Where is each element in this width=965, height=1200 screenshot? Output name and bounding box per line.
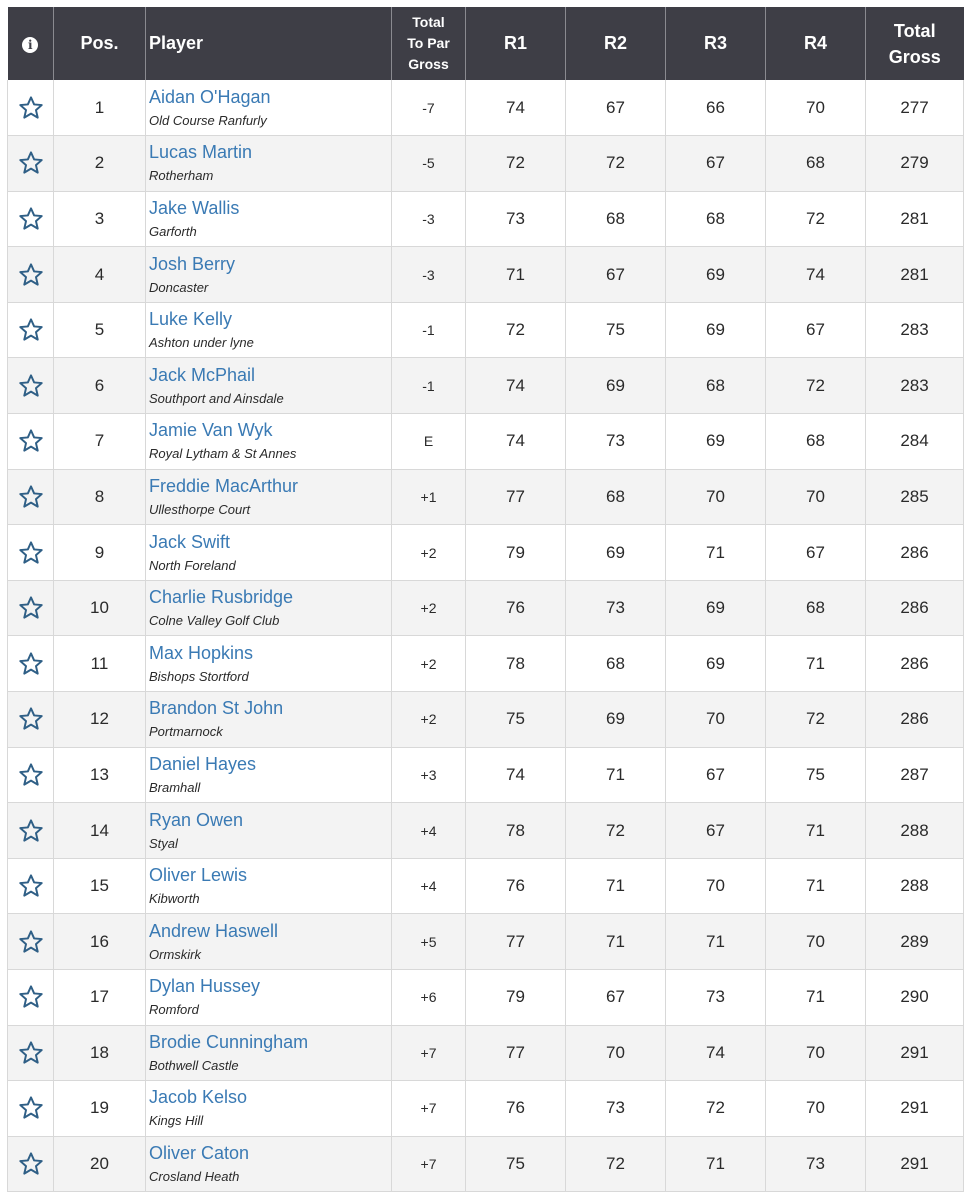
- star-icon[interactable]: [8, 873, 53, 899]
- table-row: [8, 247, 964, 303]
- favorite-cell: [8, 580, 54, 636]
- table-row: [8, 525, 964, 581]
- player-club: Bothwell Castle: [149, 1057, 239, 1073]
- player-name-link[interactable]: Oliver Lewis: [149, 865, 248, 886]
- player-name-link[interactable]: Freddie MacArthur: [149, 475, 299, 496]
- r3-cell: 69: [666, 636, 766, 692]
- to-par-header-line1: Total: [412, 14, 445, 30]
- r2-cell: 68: [566, 636, 666, 692]
- player-club: Old Course Ranfurly: [149, 112, 267, 128]
- table-row: [8, 80, 964, 136]
- r2-cell: 70: [566, 1025, 666, 1081]
- r2-cell: 67: [566, 80, 666, 136]
- pos-cell: 16: [54, 914, 146, 970]
- total-gross-cell: 289: [866, 914, 964, 970]
- table-row: [8, 302, 964, 358]
- star-icon[interactable]: [8, 1040, 53, 1066]
- player-cell: [146, 80, 392, 136]
- r2-cell: 73: [566, 1081, 666, 1137]
- pos-cell: 7: [54, 414, 146, 470]
- player-name-link[interactable]: Daniel Hayes: [149, 753, 257, 774]
- pos-cell: 5: [54, 302, 146, 358]
- favorite-cell: [8, 858, 54, 914]
- to-par-cell: +4: [392, 803, 466, 859]
- to-par-cell: +2: [392, 692, 466, 748]
- star-icon[interactable]: [8, 1151, 53, 1177]
- r1-header[interactable]: R1: [466, 7, 566, 80]
- info-icon[interactable]: i: [22, 37, 38, 53]
- r1-cell: 74: [466, 414, 566, 470]
- r2-cell: 73: [566, 580, 666, 636]
- player-name-link[interactable]: Dylan Hussey: [149, 976, 261, 997]
- player-name-link[interactable]: Oliver Caton: [149, 1143, 250, 1164]
- r1-cell: 72: [466, 302, 566, 358]
- favorite-cell: [8, 358, 54, 414]
- info-header[interactable]: [8, 7, 54, 80]
- pos-cell: 2: [54, 136, 146, 192]
- to-par-header-line2: To Par: [407, 35, 450, 51]
- player-name-link[interactable]: Ryan Owen: [149, 809, 244, 830]
- r4-cell: 71: [766, 970, 866, 1026]
- total-gross-cell: 287: [866, 747, 964, 803]
- total-gross-cell: 286: [866, 525, 964, 581]
- r3-cell: 68: [666, 358, 766, 414]
- r2-cell: 71: [566, 858, 666, 914]
- total-gross-cell: 284: [866, 414, 964, 470]
- pos-cell: 11: [54, 636, 146, 692]
- favorite-cell: [8, 914, 54, 970]
- total-gross-header[interactable]: [866, 7, 964, 80]
- r4-cell: 71: [766, 803, 866, 859]
- table-row: [8, 1025, 964, 1081]
- pos-cell: 20: [54, 1136, 146, 1192]
- r3-cell: 70: [666, 469, 766, 525]
- r1-cell: 77: [466, 1025, 566, 1081]
- player-name-link[interactable]: Brodie Cunningham: [149, 1031, 309, 1052]
- player-name-link[interactable]: Jack McPhail: [149, 364, 256, 385]
- table-row: [8, 191, 964, 247]
- r4-cell: 73: [766, 1136, 866, 1192]
- favorite-cell: [8, 1025, 54, 1081]
- pos-cell: 3: [54, 191, 146, 247]
- r3-cell: 68: [666, 191, 766, 247]
- player-cell: [146, 970, 392, 1026]
- pos-cell: 13: [54, 747, 146, 803]
- pos-cell: 1: [54, 80, 146, 136]
- favorite-cell: [8, 636, 54, 692]
- player-club: Garforth: [149, 223, 197, 239]
- r1-cell: 74: [466, 747, 566, 803]
- to-par-cell: -1: [392, 358, 466, 414]
- total-gross-cell: 285: [866, 469, 964, 525]
- player-club: North Foreland: [149, 557, 236, 573]
- pos-cell: 12: [54, 692, 146, 748]
- to-par-header[interactable]: [392, 7, 466, 80]
- player-name-link[interactable]: Luke Kelly: [149, 309, 233, 330]
- leaderboard-table: [7, 7, 964, 1192]
- favorite-cell: [8, 302, 54, 358]
- r4-cell: 74: [766, 247, 866, 303]
- to-par-cell: +5: [392, 914, 466, 970]
- r4-cell: 68: [766, 414, 866, 470]
- player-cell: [146, 1025, 392, 1081]
- total-gross-cell: 291: [866, 1025, 964, 1081]
- r4-cell: 70: [766, 469, 866, 525]
- table-row: [8, 136, 964, 192]
- player-club: Doncaster: [149, 279, 209, 295]
- table-row: [8, 580, 964, 636]
- table-row: [8, 636, 964, 692]
- table-row: [8, 1136, 964, 1192]
- player-club: Royal Lytham & St Annes: [149, 446, 297, 462]
- to-par-cell: -3: [392, 191, 466, 247]
- player-cell: [146, 1081, 392, 1137]
- player-club: Rotherham: [149, 168, 214, 184]
- star-icon[interactable]: [8, 595, 53, 621]
- r2-header[interactable]: R2: [566, 7, 666, 80]
- to-par-cell: -1: [392, 302, 466, 358]
- player-name-link[interactable]: Andrew Haswell: [149, 920, 279, 941]
- r4-cell: 70: [766, 914, 866, 970]
- r1-cell: 74: [466, 80, 566, 136]
- player-club: Bishops Stortford: [149, 668, 249, 684]
- r4-cell: 71: [766, 858, 866, 914]
- player-club: Portmarnock: [149, 724, 223, 740]
- player-cell: [146, 747, 392, 803]
- r3-cell: 71: [666, 525, 766, 581]
- r2-cell: 71: [566, 747, 666, 803]
- pos-cell: 18: [54, 1025, 146, 1081]
- star-icon[interactable]: [8, 929, 53, 955]
- player-club: Colne Valley Golf Club: [149, 613, 280, 629]
- star-icon[interactable]: [8, 984, 53, 1010]
- star-icon[interactable]: [8, 1095, 53, 1121]
- r1-cell: 79: [466, 970, 566, 1026]
- table-row: [8, 803, 964, 859]
- player-cell: [146, 302, 392, 358]
- player-name-link[interactable]: Jamie Van Wyk: [149, 420, 273, 441]
- pos-cell: 9: [54, 525, 146, 581]
- table-row: [8, 970, 964, 1026]
- pos-cell: 4: [54, 247, 146, 303]
- r2-cell: 68: [566, 191, 666, 247]
- total-gross-cell: 291: [866, 1136, 964, 1192]
- player-club: Crosland Heath: [149, 1169, 240, 1185]
- table-row: [8, 414, 964, 470]
- table-row: [8, 747, 964, 803]
- total-gross-cell: 283: [866, 358, 964, 414]
- table-row: [8, 858, 964, 914]
- to-par-cell: +2: [392, 525, 466, 581]
- r4-cell: 68: [766, 136, 866, 192]
- total-gross-cell: 283: [866, 302, 964, 358]
- pos-header[interactable]: Pos.: [54, 7, 146, 80]
- r3-cell: 70: [666, 858, 766, 914]
- r2-cell: 68: [566, 469, 666, 525]
- r3-cell: 71: [666, 914, 766, 970]
- header-row: [8, 7, 964, 80]
- to-par-cell: +7: [392, 1081, 466, 1137]
- pos-cell: 15: [54, 858, 146, 914]
- favorite-cell: [8, 247, 54, 303]
- favorite-cell: [8, 747, 54, 803]
- r2-cell: 72: [566, 803, 666, 859]
- r2-cell: 67: [566, 247, 666, 303]
- r2-cell: 72: [566, 136, 666, 192]
- star-icon[interactable]: [8, 484, 53, 510]
- r2-cell: 69: [566, 358, 666, 414]
- r4-cell: 72: [766, 692, 866, 748]
- player-name-link[interactable]: Aidan O'Hagan: [149, 86, 271, 107]
- favorite-cell: [8, 414, 54, 470]
- favorite-cell: [8, 1136, 54, 1192]
- r4-cell: 68: [766, 580, 866, 636]
- r2-cell: 73: [566, 414, 666, 470]
- r4-cell: 67: [766, 525, 866, 581]
- favorite-cell: [8, 803, 54, 859]
- r3-header[interactable]: R3: [666, 7, 766, 80]
- r4-cell: 72: [766, 358, 866, 414]
- player-cell: [146, 469, 392, 525]
- player-cell: [146, 692, 392, 748]
- table-row: [8, 914, 964, 970]
- player-club: Kibworth: [149, 891, 200, 907]
- r3-cell: 73: [666, 970, 766, 1026]
- player-name-link[interactable]: Jake Wallis: [149, 197, 240, 218]
- player-cell: [146, 803, 392, 859]
- player-club: Kings Hill: [149, 1113, 204, 1129]
- star-icon[interactable]: [8, 262, 53, 288]
- r3-cell: 69: [666, 580, 766, 636]
- pos-cell: 19: [54, 1081, 146, 1137]
- favorite-cell: [8, 191, 54, 247]
- player-cell: [146, 414, 392, 470]
- player-name-link[interactable]: Lucas Martin: [149, 142, 253, 163]
- total-gross-cell: 290: [866, 970, 964, 1026]
- favorite-cell: [8, 1081, 54, 1137]
- star-icon[interactable]: [8, 651, 53, 677]
- to-par-cell: +3: [392, 747, 466, 803]
- r4-cell: 75: [766, 747, 866, 803]
- total-gross-cell: 281: [866, 191, 964, 247]
- star-icon[interactable]: [8, 540, 53, 566]
- table-row: [8, 358, 964, 414]
- r1-cell: 77: [466, 914, 566, 970]
- r4-cell: 71: [766, 636, 866, 692]
- r3-cell: 69: [666, 247, 766, 303]
- to-par-cell: -3: [392, 247, 466, 303]
- favorite-cell: [8, 525, 54, 581]
- r1-cell: 76: [466, 580, 566, 636]
- favorite-cell: [8, 692, 54, 748]
- to-par-cell: +1: [392, 469, 466, 525]
- r1-cell: 76: [466, 1081, 566, 1137]
- r1-cell: 72: [466, 136, 566, 192]
- r2-cell: 71: [566, 914, 666, 970]
- star-icon[interactable]: [8, 818, 53, 844]
- pos-cell: 10: [54, 580, 146, 636]
- to-par-cell: -7: [392, 80, 466, 136]
- to-par-header-line3: Gross: [408, 56, 449, 72]
- r2-cell: 75: [566, 302, 666, 358]
- table-row: [8, 1081, 964, 1137]
- to-par-cell: +4: [392, 858, 466, 914]
- star-icon[interactable]: [8, 373, 53, 399]
- player-cell: [146, 358, 392, 414]
- star-icon[interactable]: [8, 762, 53, 788]
- player-club: Ashton under lyne: [149, 335, 254, 351]
- total-header-line2: Gross: [888, 46, 941, 67]
- total-gross-cell: 288: [866, 803, 964, 859]
- player-club: Ullesthorpe Court: [149, 501, 251, 517]
- pos-cell: 8: [54, 469, 146, 525]
- player-name-link[interactable]: Josh Berry: [149, 253, 236, 274]
- star-icon[interactable]: [8, 206, 53, 232]
- r4-cell: 70: [766, 1025, 866, 1081]
- total-gross-cell: 279: [866, 136, 964, 192]
- r4-cell: 70: [766, 1081, 866, 1137]
- player-cell: [146, 580, 392, 636]
- r1-cell: 74: [466, 358, 566, 414]
- to-par-cell: +2: [392, 580, 466, 636]
- r3-cell: 67: [666, 803, 766, 859]
- player-header[interactable]: Player: [146, 7, 392, 80]
- total-gross-cell: 281: [866, 247, 964, 303]
- player-club: Ormskirk: [149, 946, 201, 962]
- star-icon[interactable]: [8, 706, 53, 732]
- r1-cell: 73: [466, 191, 566, 247]
- pos-cell: 6: [54, 358, 146, 414]
- table-row: [8, 692, 964, 748]
- player-name-link[interactable]: Jack Swift: [149, 531, 231, 552]
- r3-cell: 67: [666, 136, 766, 192]
- star-icon[interactable]: [8, 428, 53, 454]
- to-par-cell: E: [392, 414, 466, 470]
- total-gross-cell: 286: [866, 636, 964, 692]
- favorite-cell: [8, 80, 54, 136]
- star-icon[interactable]: [8, 95, 53, 121]
- total-gross-cell: 277: [866, 80, 964, 136]
- player-club: Southport and Ainsdale: [149, 390, 284, 406]
- player-cell: [146, 247, 392, 303]
- to-par-cell: +6: [392, 970, 466, 1026]
- favorite-cell: [8, 469, 54, 525]
- player-club: Romford: [149, 1002, 199, 1018]
- r1-cell: 79: [466, 525, 566, 581]
- r3-cell: 72: [666, 1081, 766, 1137]
- r4-cell: 70: [766, 80, 866, 136]
- player-club: Styal: [149, 835, 178, 851]
- r4-header[interactable]: R4: [766, 7, 866, 80]
- r2-cell: 67: [566, 970, 666, 1026]
- r4-cell: 72: [766, 191, 866, 247]
- pos-cell: 14: [54, 803, 146, 859]
- r1-cell: 78: [466, 636, 566, 692]
- total-header-line1: Total: [893, 20, 936, 41]
- player-cell: [146, 191, 392, 247]
- r1-cell: 78: [466, 803, 566, 859]
- total-gross-cell: 288: [866, 858, 964, 914]
- r1-cell: 75: [466, 692, 566, 748]
- r2-cell: 69: [566, 692, 666, 748]
- player-cell: [146, 136, 392, 192]
- r3-cell: 70: [666, 692, 766, 748]
- leaderboard-body: [8, 80, 964, 1192]
- r1-cell: 76: [466, 858, 566, 914]
- to-par-cell: -5: [392, 136, 466, 192]
- player-name-link[interactable]: Brandon St John: [149, 698, 284, 719]
- player-cell: [146, 525, 392, 581]
- player-cell: [146, 858, 392, 914]
- star-icon[interactable]: [8, 150, 53, 176]
- r3-cell: 69: [666, 302, 766, 358]
- r4-cell: 67: [766, 302, 866, 358]
- favorite-cell: [8, 136, 54, 192]
- r1-cell: 77: [466, 469, 566, 525]
- r3-cell: 74: [666, 1025, 766, 1081]
- favorite-cell: [8, 970, 54, 1026]
- table-row: [8, 469, 964, 525]
- player-club: Bramhall: [149, 779, 201, 795]
- to-par-cell: +2: [392, 636, 466, 692]
- player-name-link[interactable]: Jacob Kelso: [149, 1087, 248, 1108]
- r2-cell: 69: [566, 525, 666, 581]
- r3-cell: 71: [666, 1136, 766, 1192]
- total-gross-cell: 286: [866, 580, 964, 636]
- pos-cell: 17: [54, 970, 146, 1026]
- total-gross-cell: 291: [866, 1081, 964, 1137]
- star-icon[interactable]: [8, 317, 53, 343]
- total-gross-cell: 286: [866, 692, 964, 748]
- r1-cell: 71: [466, 247, 566, 303]
- player-cell: [146, 1136, 392, 1192]
- player-cell: [146, 914, 392, 970]
- r3-cell: 67: [666, 747, 766, 803]
- player-name-link[interactable]: Max Hopkins: [149, 642, 254, 663]
- to-par-cell: +7: [392, 1136, 466, 1192]
- r3-cell: 66: [666, 80, 766, 136]
- r1-cell: 75: [466, 1136, 566, 1192]
- r2-cell: 72: [566, 1136, 666, 1192]
- player-cell: [146, 636, 392, 692]
- r3-cell: 69: [666, 414, 766, 470]
- player-name-link[interactable]: Charlie Rusbridge: [149, 587, 294, 608]
- to-par-cell: +7: [392, 1025, 466, 1081]
